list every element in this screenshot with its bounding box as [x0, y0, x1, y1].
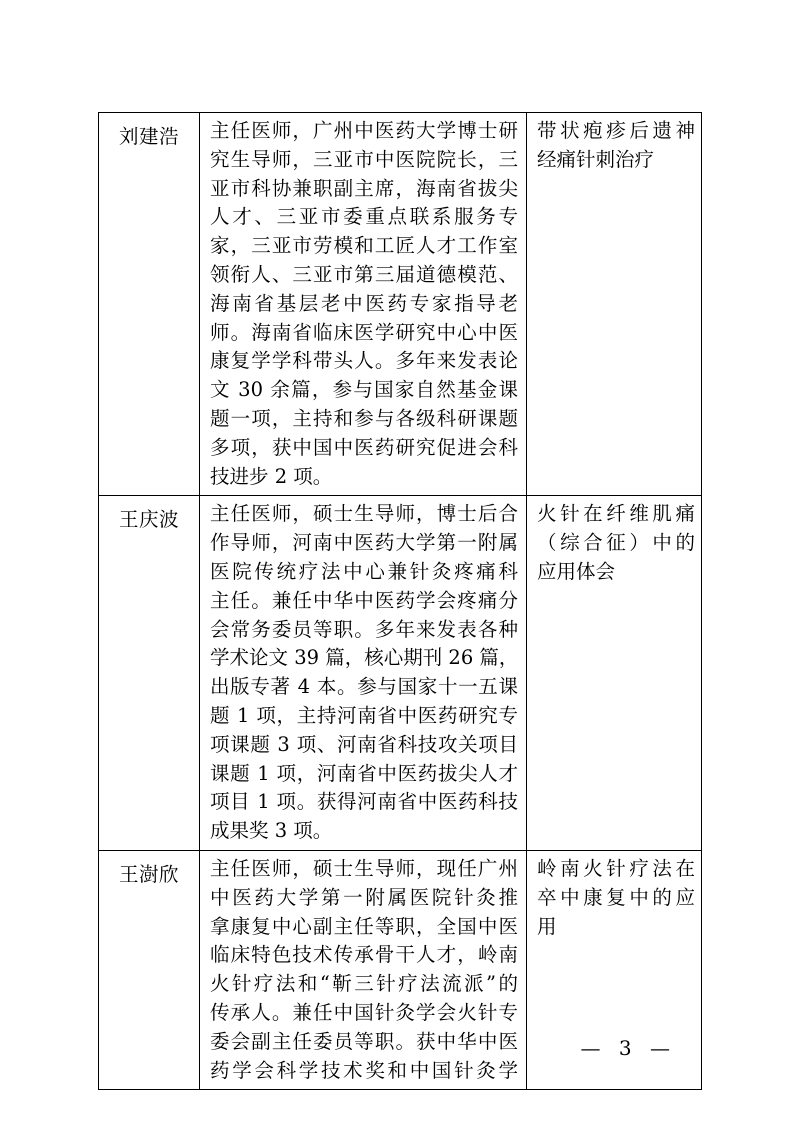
bio-line: 领衔人、三亚市第三届道德模范、 [210, 262, 518, 286]
bio-line: 课题 1 项，河南省中医药拔尖人才 [210, 761, 518, 785]
bio-line: 医院传统疗法中心兼针灸疼痛科 [210, 559, 518, 583]
topic-line: 用 [537, 914, 557, 938]
topic-line: 应用体会 [537, 559, 616, 583]
expert-name: 刘建浩 [118, 125, 179, 148]
bio-line: 项课题 3 项、河南省科技攻关项目 [210, 732, 518, 756]
bio-line: 人才、三亚市委重点联系服务专 [210, 205, 518, 229]
bio-cell [200, 496, 527, 851]
name-cell [99, 496, 200, 851]
topic-line: 火针在纤维肌痛 [537, 502, 695, 526]
bio-line: 中医药大学第一附属医院针灸推 [210, 885, 518, 909]
bio-line: 学术论文 39 篇，核心期刊 26 篇， [210, 646, 519, 670]
bio-line: 文 30 余篇，参与国家自然基金课 [210, 378, 518, 402]
bio-line: 拿康复中心副主任等职，全国中医 [210, 914, 518, 938]
bio-line: 作导师，河南中医药大学第一附属 [210, 531, 518, 555]
bio-line: 成果奖 3 项。 [210, 819, 333, 843]
name-cell [99, 113, 200, 496]
bio-line: 委会副主任委员等职。获中华中医 [210, 1029, 518, 1053]
topic-cell [527, 496, 702, 851]
bio-line: 主任医师，硕士生导师，现任广州 [210, 856, 518, 880]
page-number [0, 1036, 800, 1060]
bio-line: 主任。兼任中华中医药学会疼痛分 [210, 588, 518, 612]
bio-line: 项目 1 项。获得河南省中医药科技 [210, 790, 518, 814]
bio-line: 究生导师，三亚市中医院院长，三 [210, 147, 518, 171]
bio-line: 题一项，主持和参与各级科研课题 [210, 406, 518, 430]
table-row [99, 113, 702, 496]
bio-cell [200, 113, 527, 496]
bio-line: 传承人。兼任中国针灸学会火针专 [210, 1000, 518, 1024]
bio-line: 技进步 2 项。 [210, 464, 333, 488]
bio-line: 出版专著 4 本。参与国家十一五课 [210, 675, 518, 699]
bio-line: 会常务委员等职。多年来发表各种 [210, 617, 518, 641]
expert-name: 王庆波 [118, 508, 179, 532]
bio-line: 主任医师，广州中医药大学博士研 [210, 119, 518, 142]
bio-line: 题 1 项，主持河南省中医药研究专 [210, 703, 518, 727]
bio-line: 亚市科协兼职副主席，海南省拔尖 [210, 176, 518, 200]
topic-line: 带状疱疹后遗神 [537, 119, 695, 142]
page-number-text: — 3 — [580, 1036, 676, 1060]
topic-line: （综合征）中的 [537, 531, 695, 555]
table-body [99, 113, 702, 1090]
bio-line: 康复学学科带头人。多年来发表论 [210, 349, 518, 373]
bio-line: 海南省基层老中医药专家指导老 [210, 291, 518, 315]
topic-line: 岭南火针疗法在 [537, 856, 695, 880]
bio-line: 火针疗法和“靳三针疗法流派”的 [210, 972, 518, 996]
bio-line: 师。海南省临床医学研究中心中医 [210, 320, 518, 344]
topic-line: 经痛针刺治疗 [537, 147, 655, 171]
expert-name: 王澍欣 [118, 862, 179, 886]
bio-line: 主任医师，硕士生导师，博士后合 [210, 502, 518, 526]
bio-line: 家，三亚市劳模和工匠人才工作室 [210, 234, 518, 258]
bio-line: 多项，获中国中医药研究促进会科 [210, 435, 518, 459]
bio-line: 临床特色技术传承骨干人才，岭南 [210, 943, 518, 967]
topic-line: 卒中康复中的应 [537, 885, 695, 909]
expert-table [98, 112, 702, 1090]
topic-cell [527, 113, 702, 496]
table-row [99, 496, 702, 851]
bio-line: 药学会科学技术奖和中国针灸学 [210, 1058, 518, 1082]
